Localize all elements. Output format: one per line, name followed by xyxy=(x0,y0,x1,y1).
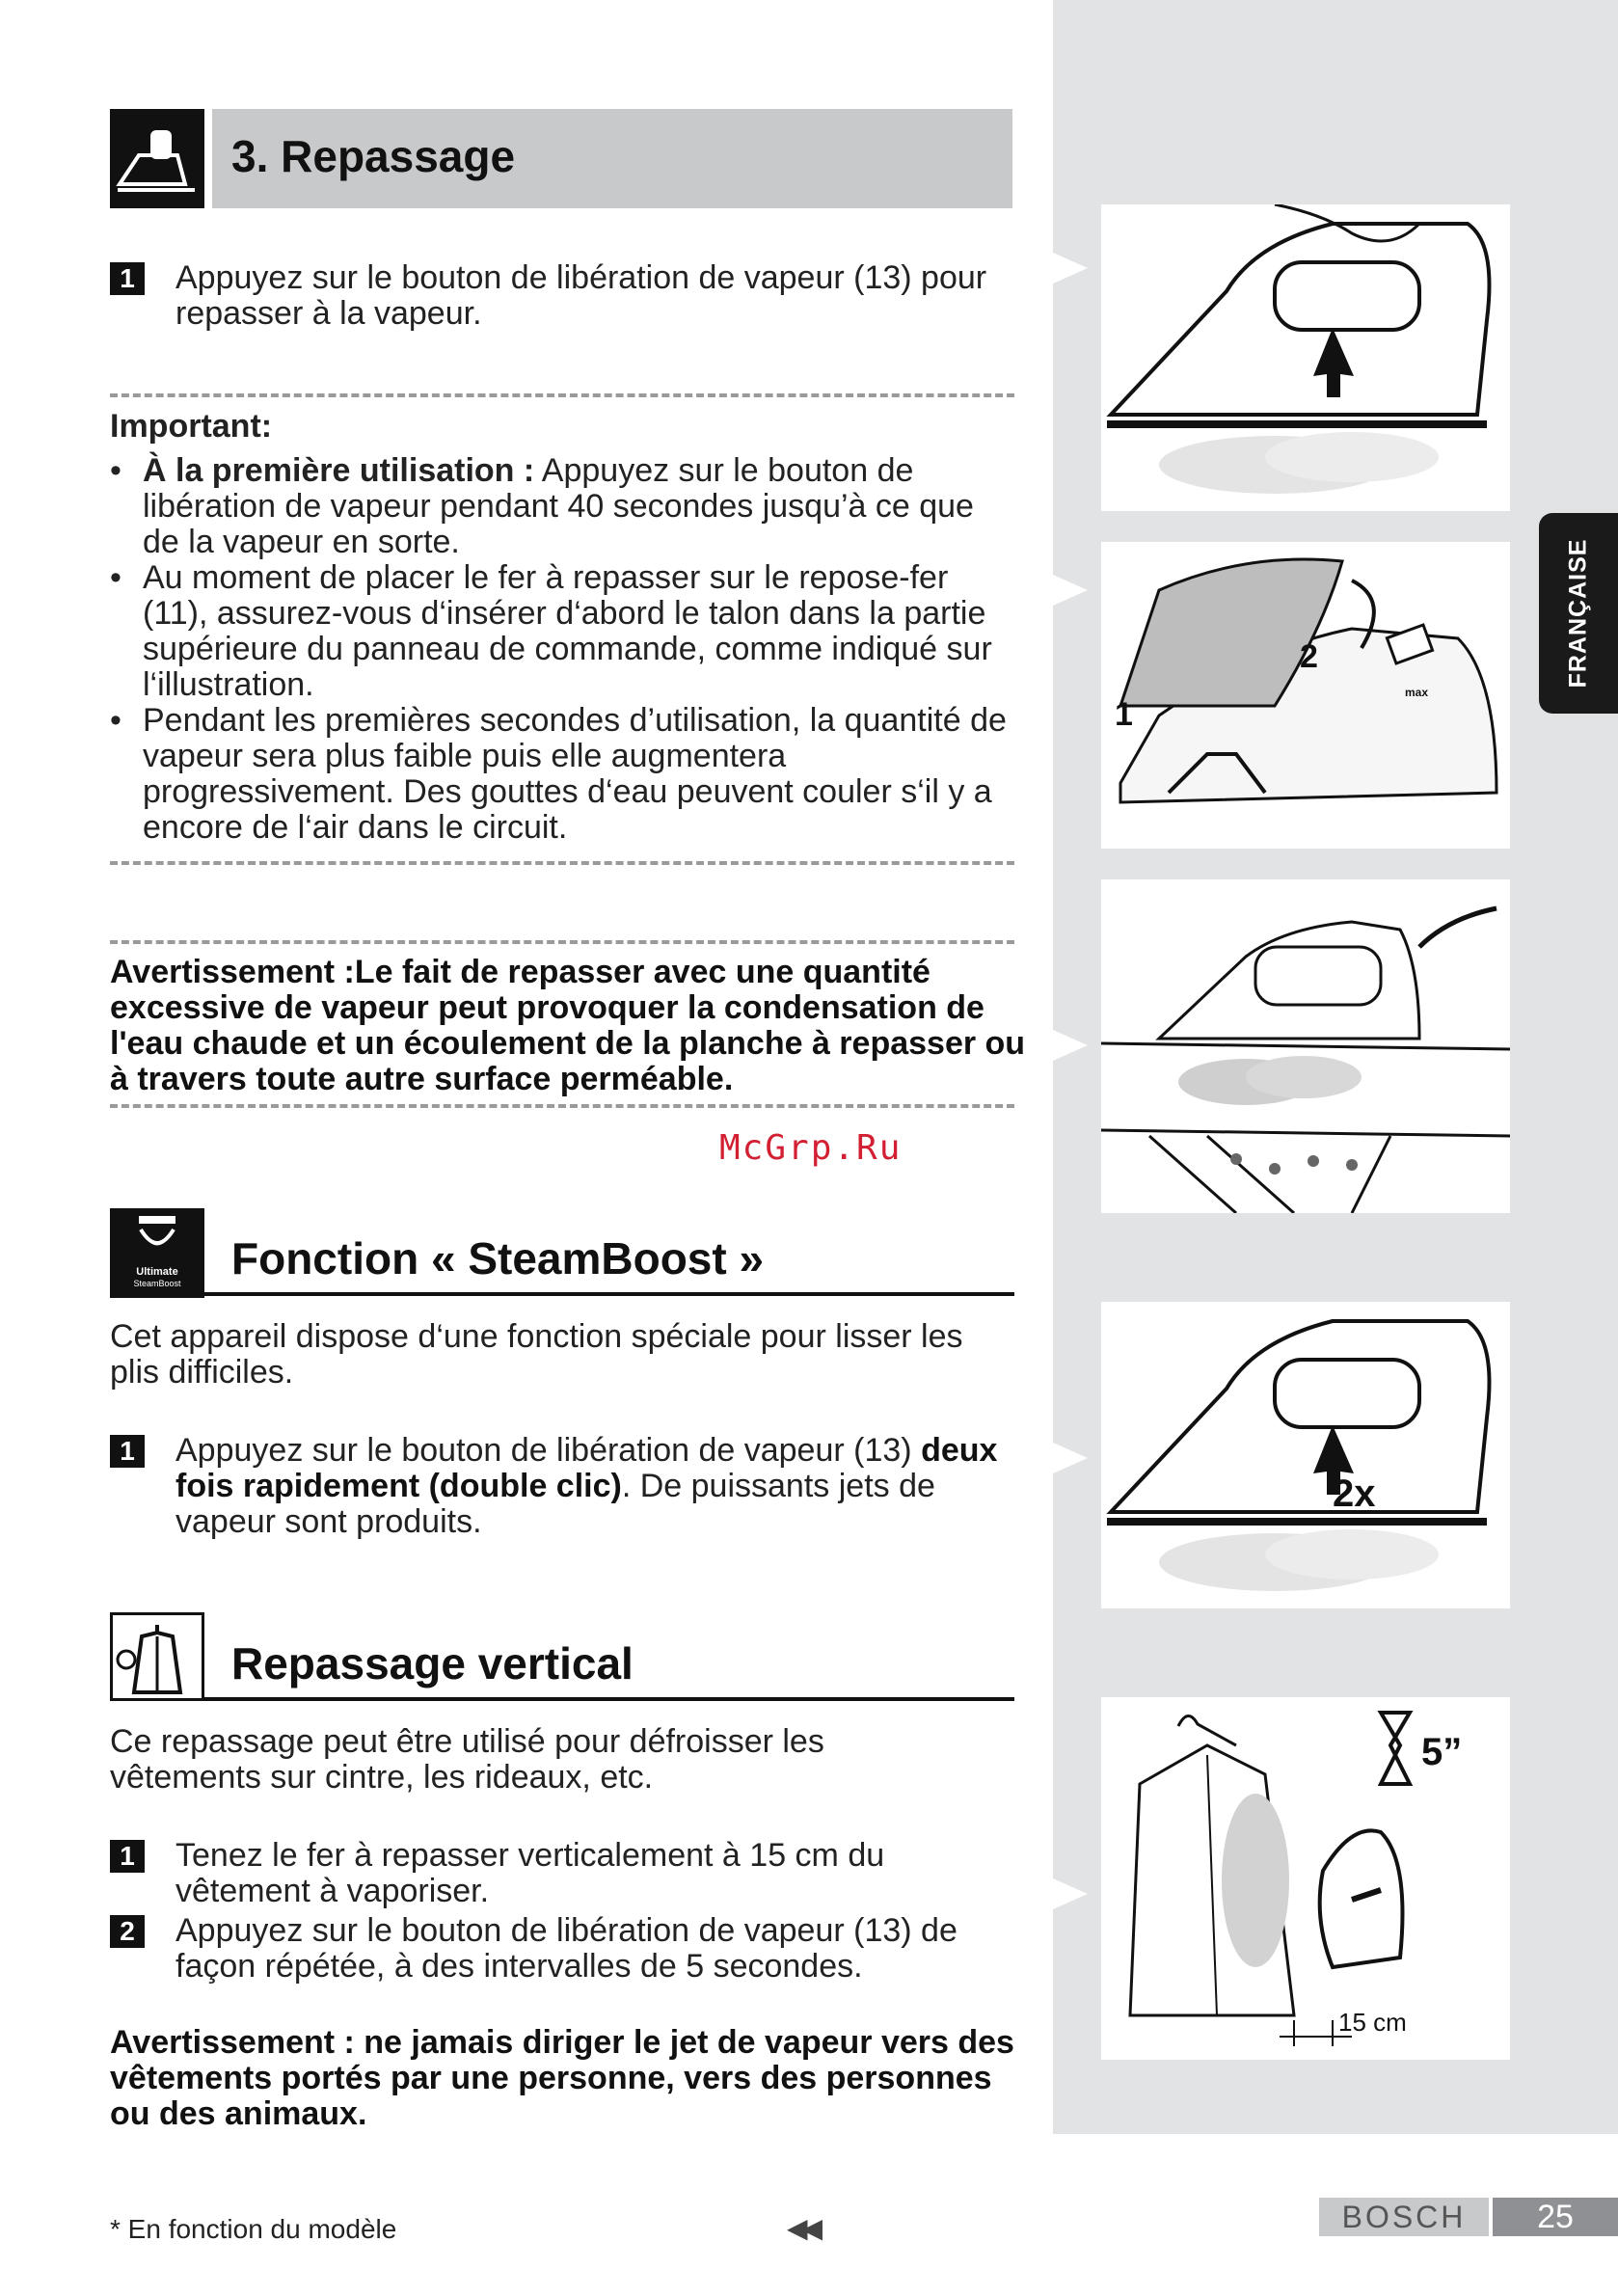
figure-label: 5” xyxy=(1421,1731,1463,1773)
bullet-text: Appuyez sur le bouton de libération de vapeur pendant 40 secondes jusqu’à ce que de la vapeur en sorte. xyxy=(143,452,974,560)
step-text-bold: deux fois rapidement (double clic) xyxy=(175,1432,998,1504)
illustration-pointer xyxy=(1053,253,1088,284)
divider xyxy=(110,1104,1014,1108)
iron-steam-illustration xyxy=(1101,204,1510,511)
step-text-part: Appuyez sur le bouton de libération de vapeur (13) xyxy=(175,1432,922,1469)
brand-label: BOSCH xyxy=(1319,2198,1489,2236)
figure-label: 2x xyxy=(1333,1472,1376,1515)
list-item xyxy=(110,703,1016,846)
bullet-text: Au moment de placer le fer à repasser sur le repose-fer (11), assurez-vous d‘insérer d‘abord le talon dans la partie supérieure du panneau de commande, comme indiqué sur l‘illustration. xyxy=(143,559,992,703)
bullet-bold: À la première utilisation : xyxy=(143,452,535,489)
step-text-part: . De puissants jets de vapeur sont produits. xyxy=(175,1468,935,1540)
important-title: Important: xyxy=(110,408,273,445)
list-item xyxy=(110,560,1016,703)
figure-label: 1 xyxy=(1115,696,1133,733)
step-number: 2 xyxy=(110,1915,145,1948)
bullet-mark: • xyxy=(110,559,121,596)
illustration-pointer xyxy=(1053,1443,1088,1473)
iron-on-base-illustration xyxy=(1101,542,1510,849)
illustration-pointer xyxy=(1053,1030,1088,1061)
intro-text: Cet appareil dispose d‘une fonction spéciale pour lisser les plis difficiles. xyxy=(110,1318,963,1391)
bullet-mark: • xyxy=(110,702,121,739)
step-number: 1 xyxy=(110,262,145,295)
icon-label: Ultimate xyxy=(136,1266,178,1278)
page-number: 25 xyxy=(1493,2198,1618,2236)
divider xyxy=(110,393,1014,397)
warning-text: Avertissement : ne jamais diriger le jet de vapeur vers des vêtements portés par une personne, vers des personnes ou des animaux. xyxy=(110,2024,1014,2132)
language-tab-label: FRANÇAISE xyxy=(1564,538,1592,689)
section-title: 3. Repassage xyxy=(231,131,516,181)
bullet-text: Pendant les premières secondes d’utilisation, la quantité de vapeur sera plus faible puis elle augmentera progressivement. Des gouttes d‘eau peuvent couler s‘il y a encore de l‘air dans le circuit. xyxy=(143,702,1007,846)
divider xyxy=(110,861,1014,865)
steamboost-icon xyxy=(110,1208,204,1298)
divider xyxy=(110,940,1014,944)
illustration-pointer xyxy=(1053,575,1088,606)
iron-double-press-illustration xyxy=(1101,1302,1510,1608)
icon-label: SteamBoost xyxy=(133,1279,181,1288)
figure-label: 2 xyxy=(1300,638,1318,675)
max-mark: max xyxy=(1405,686,1429,699)
watermark: McGrp.Ru xyxy=(719,1128,903,1168)
iron-icon xyxy=(110,109,204,208)
illustration-pointer xyxy=(1053,1878,1088,1909)
nav-arrows-icon[interactable]: ◀◀ xyxy=(787,2213,818,2243)
ironing-board-drip-illustration xyxy=(1101,879,1510,1213)
intro-text: Ce repassage peut être utilisé pour défroisser les vêtements sur cintre, les rideaux, etc. xyxy=(110,1723,824,1796)
important-list xyxy=(110,453,1016,846)
distance-label: 15 cm xyxy=(1338,2008,1407,2037)
vertical-steaming-illustration xyxy=(1101,1697,1510,2060)
step-number: 1 xyxy=(110,1435,145,1468)
step-text xyxy=(175,1433,1024,1540)
section-title: Repassage vertical xyxy=(231,1638,634,1688)
warning-text: Avertissement :Le fait de repasser avec une quantité excessive de vapeur peut provoquer la condensation de l'eau chaude et un écoulement de la planche à repasser ou à travers toute autre surface perméable. xyxy=(110,954,1026,1097)
title-underline xyxy=(204,1292,1014,1296)
list-item xyxy=(110,453,1016,560)
section-title-bar xyxy=(212,109,1012,208)
section-title: Fonction « SteamBoost » xyxy=(231,1233,765,1283)
step-text: Tenez le fer à repasser verticalement à 15 cm du vêtement à vaporiser. xyxy=(175,1837,885,1909)
step-number: 1 xyxy=(110,1840,145,1873)
language-tab[interactable] xyxy=(1539,513,1618,714)
bullet-mark: • xyxy=(110,452,121,489)
step-text: Appuyez sur le bouton de libération de vapeur (13) pour repasser à la vapeur. xyxy=(175,259,987,332)
footnote: * En fonction du modèle xyxy=(110,2214,397,2244)
step-text: Appuyez sur le bouton de libération de vapeur (13) de façon répétée, à des intervalles de 5 secondes. xyxy=(175,1912,957,1985)
vertical-ironing-icon xyxy=(110,1612,204,1701)
title-underline xyxy=(204,1697,1014,1701)
